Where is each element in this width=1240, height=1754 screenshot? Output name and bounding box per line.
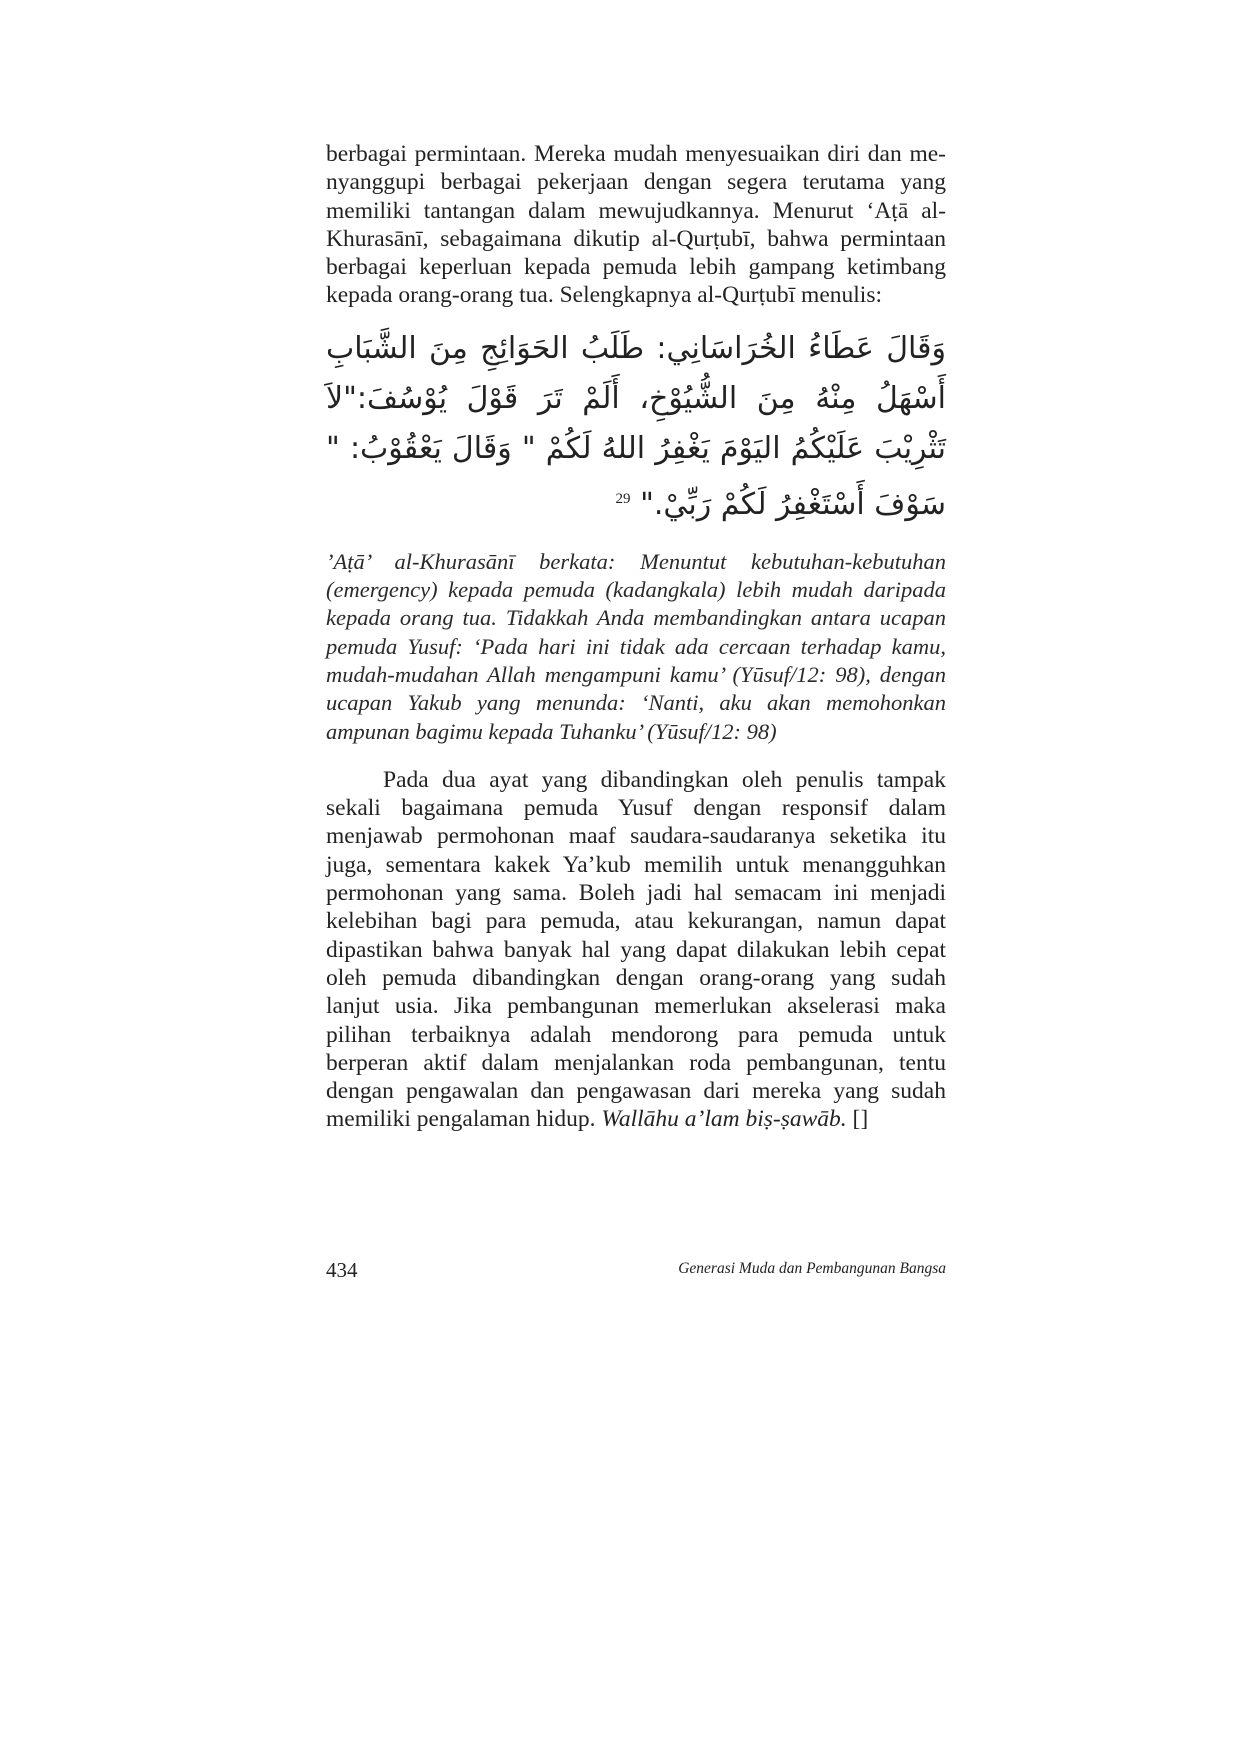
closing-paragraph-text: Pada dua ayat yang dibandingkan oleh penulis tampak sekali bagaimana pemuda Yusuf dengan responsif dalam menjawab permohonan maaf saudara-saudaranya seketika itu juga, sementara kakek Ya’kub memilih untuk menangguhkan permohonan yang sama. Boleh jadi hal semacam ini menjadi kelebihan bagi para pemuda, atau kekurangan, namun dapat dipastikan bahwa banyak hal yang dapat dilakukan lebih cepat oleh pemuda dibandingkan dengan orang-orang yang sudah lanjut usia. Jika pembangunan memerlukan akselerasi maka pilihan terbaiknya adalah mendorong para pemuda untuk berperan aktif dalam menjalankan roda pembangunan, tentu dengan pengawalan dan pengawasan dari mereka yang sudah memiliki pengalaman hidup. bbox=[326, 766, 946, 1133]
page-content bbox=[326, 140, 946, 1134]
closing-italic-phrase: Wallāhu a’lam biṣ-ṣawāb. bbox=[601, 1106, 847, 1133]
arabic-quote bbox=[326, 324, 946, 530]
footnote-reference[interactable]: 29 bbox=[615, 490, 631, 507]
running-title: Generasi Muda dan Pembangunan Bangsa bbox=[678, 1260, 946, 1277]
arabic-quote-text: وَقَالَ عَطَاءُ الخُرَاسَانِي: طَلَبُ الحَوَائِجِ مِنَ الشَّبَابِ أَسْهَلُ مِنْهُ مِنَ الشُّيُوْخِ، أَلَمْ تَرَ قَوْلَ يُوْسُفَ:"لاَ تَثْرِيْبَ عَلَيْكُمُ اليَوْمَ يَغْفِرُ اللهُ لَكُمْ " وَقَالَ يَعْقُوْبُ: " سَوْفَ أَسْتَغْفِرُ لَكُمْ رَبِّيْ." bbox=[326, 330, 946, 522]
page-number: 434 bbox=[326, 1258, 358, 1282]
quote-translation: ’Aṭā’ al-Khurasānī berkata: Menuntut kebutuhan-kebutuhan (emergency) kepada pemuda (kadangkala) lebih mudah daripada kepada orang tua. Tidakkah Anda membandingkan antara ucapan pemuda Yusuf: ‘Pada hari ini tidak ada cercaan terhadap kamu, mudah-mudahan Allah mengampuni kamu’ (Yūsuf/12: 98), dengan ucapan Yakub yang menunda: ‘Nanti, aku akan memohonkan ampunan bagimu kepada Tuhanku’ (Yūsuf/12: 98) bbox=[326, 548, 946, 744]
closing-paragraph bbox=[326, 766, 946, 1134]
closing-mark: [] bbox=[852, 1106, 869, 1133]
intro-paragraph: berbagai permintaan. Mereka mudah menyesuaikan diri dan menyanggupi berbagai pekerjaan dengan segera terutama yang memiliki tantangan dalam mewujudkannya. Menurut ‘Aṭā al-Khurasānī, sebagaimana dikutip al-Qurṭubī, bahwa permintaan berbagai keperluan kepada pemuda lebih gampang ketimbang kepada orang-orang tua. Selengkapnya al-Qurṭubī menulis: bbox=[326, 141, 946, 309]
page-footer bbox=[326, 1258, 946, 1288]
